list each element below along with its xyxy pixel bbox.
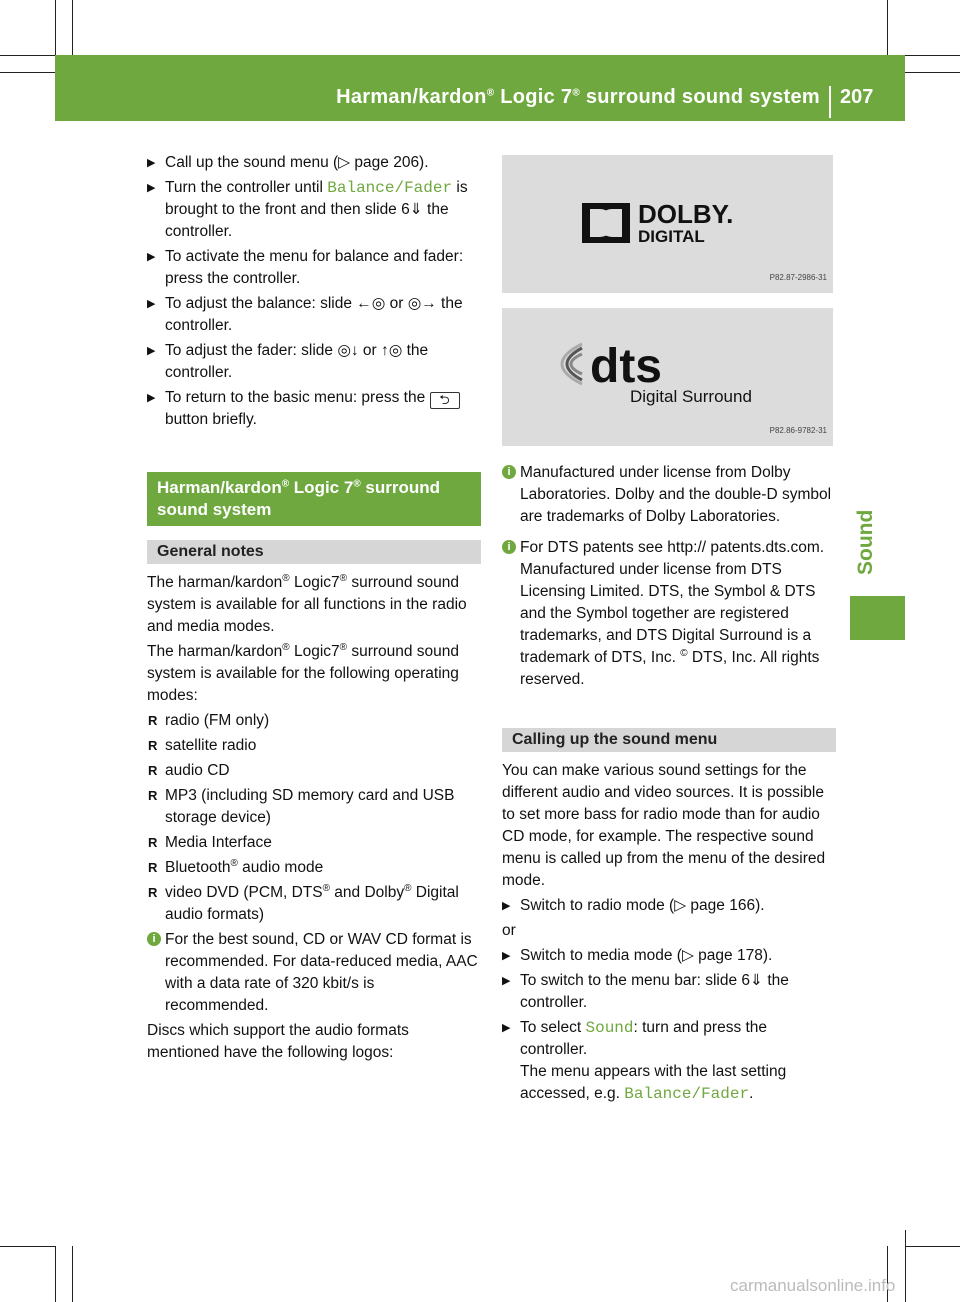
svg-text:Digital Surround: Digital Surround xyxy=(630,387,752,406)
step: ▶ To switch to the menu bar: slide 6⇓ the controller. xyxy=(502,972,789,1011)
step: ▶ To return to the basic menu: press the ⮌ button briefly. xyxy=(147,387,481,431)
bullet-icon: R xyxy=(148,860,158,875)
image-reference: P82.86-9782-31 xyxy=(769,426,827,435)
menu-item-balance-fader: Balance/Fader xyxy=(624,1085,750,1103)
info-note: i For DTS patents see http:// patents.dts.com. Manufactured under license from DTS Licensing Limited. DTS, the Symbol & DTS and the Symbol together are registered trademarks, and DTS Digital Surround is a trademark of DTS, Inc. © DTS, Inc. All rights reserved. xyxy=(502,537,836,691)
list-item: R MP3 (including SD memory card and USB storage device) xyxy=(148,787,455,826)
page-title: Harman/kardon® Logic 7® surround sound system xyxy=(336,86,820,108)
svg-text:DIGITAL: DIGITAL xyxy=(638,227,705,246)
info-icon: i xyxy=(502,540,516,554)
step: ▶ To activate the menu for balance and fader: press the controller. xyxy=(147,248,464,287)
crop-mark xyxy=(0,55,55,56)
paragraph: or xyxy=(502,922,516,939)
crop-mark xyxy=(905,1246,960,1247)
list-item: R audio CD xyxy=(147,760,481,782)
paragraph: The harman/kardon® Logic7® surround sound system is available for the following operating modes: xyxy=(147,641,460,704)
dts-logo-image xyxy=(502,308,833,446)
page-number: 207 xyxy=(840,86,874,108)
subsection-heading: General notes xyxy=(147,540,481,564)
crop-mark xyxy=(55,1246,56,1302)
menu-item-balance-fader: Balance/Fader xyxy=(327,179,453,197)
step-arrow-icon: ▶ xyxy=(502,1022,511,1034)
crop-mark xyxy=(72,0,73,55)
paragraph: You can make various sound settings for the different audio and video sources. It is possible to set more bass for radio mode than for audio CD mode, for example. The respective sound menu is called up from the menu of the desired mode. xyxy=(502,762,826,889)
svg-text:dts: dts xyxy=(590,340,662,393)
step-arrow-icon: ▶ xyxy=(147,157,156,169)
paragraph: Discs which support the audio formats mentioned have the following logos: xyxy=(147,1022,409,1061)
bullet-icon: R xyxy=(148,713,158,728)
crop-mark xyxy=(0,72,55,73)
subsection-heading: Calling up the sound menu xyxy=(502,728,836,752)
crop-mark xyxy=(55,0,56,55)
step: ▶ Turn the controller until Balance/Fader is brought to the front and then slide 6⇓ the controller. xyxy=(147,179,468,240)
crop-mark xyxy=(905,55,960,56)
crop-mark xyxy=(905,72,960,73)
step: ▶ To adjust the balance: slide ←◎ or ◎→ the controller. xyxy=(147,295,463,334)
info-icon: i xyxy=(147,932,161,946)
bullet-icon: R xyxy=(148,763,158,778)
svg-text:DOLBY.: DOLBY. xyxy=(638,199,734,229)
back-button-icon: ⮌ xyxy=(430,392,460,409)
paragraph: The harman/kardon® Logic7® surround sound system is available for all functions in the radio and media modes. xyxy=(147,572,467,635)
list-item: R radio (FM only) xyxy=(147,710,481,732)
step-arrow-icon: ▶ xyxy=(502,950,511,962)
right-column xyxy=(502,462,836,1108)
dolby-logo-image xyxy=(502,155,833,293)
step-arrow-icon: ▶ xyxy=(147,251,156,263)
section-heading: Harman/kardon® Logic 7® surround sound system xyxy=(147,472,481,526)
step: ▶ Call up the sound menu (▷ page 206). xyxy=(147,152,481,174)
step-arrow-icon: ▶ xyxy=(502,975,511,987)
info-icon: i xyxy=(502,465,516,479)
step: ▶ To select Sound: turn and press the controller. The menu appears with the last setting accessed, e.g. Balance/Fader. xyxy=(502,1019,787,1103)
info-note: i Manufactured under license from Dolby Laboratories. Dolby and the double-D symbol are trademarks of Dolby Laboratories. xyxy=(502,462,836,528)
crop-mark xyxy=(887,0,888,55)
header-separator xyxy=(829,86,831,118)
info-note: i For the best sound, CD or WAV CD format is recommended. For data-reduced media, AAC with a data rate of 320 kbit/s is recommended. xyxy=(147,929,481,1017)
bullet-icon: R xyxy=(148,835,158,850)
step-arrow-icon: ▶ xyxy=(147,298,156,310)
watermark: carmanualsonline.info xyxy=(730,1276,896,1295)
side-tab-label: Sound xyxy=(854,509,877,575)
step-arrow-icon: ▶ xyxy=(502,900,511,912)
step-arrow-icon: ▶ xyxy=(147,392,156,404)
step-arrow-icon: ▶ xyxy=(147,182,156,194)
list-item: R Bluetooth® audio mode xyxy=(147,857,481,879)
step-arrow-icon: ▶ xyxy=(147,345,156,357)
step: ▶ Switch to radio mode (▷ page 166). xyxy=(502,895,836,917)
crop-mark xyxy=(72,1246,73,1302)
left-column xyxy=(147,152,481,1067)
step: ▶ To adjust the fader: slide ◎↓ or ↑◎ the controller. xyxy=(147,342,429,381)
crop-mark xyxy=(0,1246,55,1247)
side-tab xyxy=(850,596,905,640)
list-item: R video DVD (PCM, DTS® and Dolby® Digital audio formats) xyxy=(148,882,459,923)
step: ▶ Switch to media mode (▷ page 178). xyxy=(502,945,836,967)
bullet-icon: R xyxy=(148,788,158,803)
menu-item-sound: Sound xyxy=(585,1019,634,1037)
list-item: R satellite radio xyxy=(147,735,481,757)
list-item: R Media Interface xyxy=(147,832,481,854)
bullet-icon: R xyxy=(148,738,158,753)
image-reference: P82.87-2986-31 xyxy=(769,273,827,282)
bullet-icon: R xyxy=(148,885,158,900)
crop-mark xyxy=(905,1230,906,1302)
